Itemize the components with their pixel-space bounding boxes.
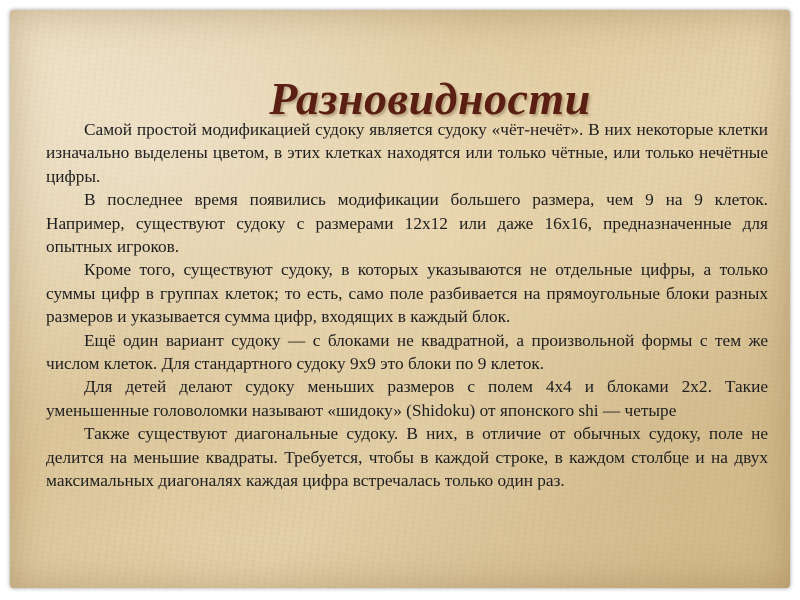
paragraph-larger-sizes: В последнее время появились модификации большего размера, чем 9 на 9 клеток. Например, существуют судоку с размерами 12x12 или даже 16x16, предназначенные для опытных игроков. <box>46 190 768 257</box>
slide <box>10 10 790 588</box>
paragraph-chet-nechet: Самой простой модификацией судоку является судоку «чёт-нечёт». В них некоторые клетки изначально выделены цветом, в этих клетках находятся или только чётные, или только нечётные цифры. <box>46 120 768 186</box>
paragraph-shidoku: Для детей делают судоку меньших размеров с полем 4x4 и блоками 2x2. Такие уменьшенные головоломки называют «шидоку» (Shidoku) от японского shi — четыре <box>46 377 768 420</box>
paragraph-sum-blocks: Кроме того, существуют судоку, в которых указываются не отдельные цифры, а только суммы цифр в группах клеток; то есть, само поле разбивается на прямоугольные блоки разных размеров и указывается сумма цифр, входящих в каждый блок. <box>46 260 768 327</box>
paragraph-diagonal: Также существуют диагональные судоку. В них, в отличие от обычных судоку, поле не делится на меньшие квадраты. Требуется, чтобы в каждой строке, в каждом столбце и на двух максимальных диагоналях каждая цифра встречалась только один раз. <box>46 424 768 491</box>
paragraph-irregular-blocks: Ещё один вариант судоку — с блоками не квадратной, а произвольной формы с тем же числом клеток. Для стандартного судоку 9x9 это блоки по 9 клеток. <box>46 330 768 374</box>
slide-body <box>46 118 768 493</box>
slide-title: Разновидности <box>269 73 591 124</box>
